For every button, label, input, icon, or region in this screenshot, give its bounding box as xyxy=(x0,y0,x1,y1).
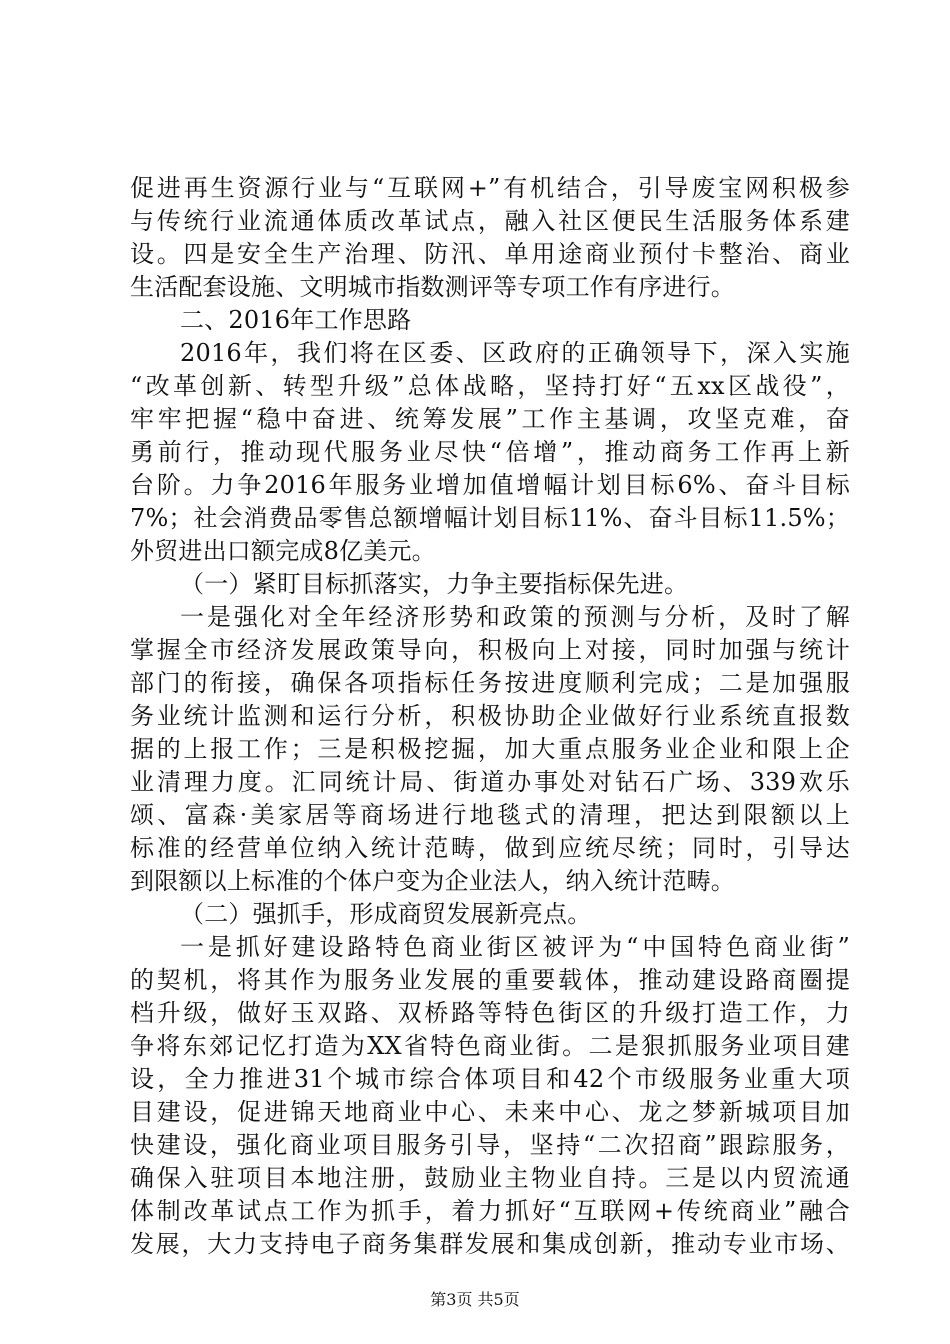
body-text-line: 7%；社会消费品零售总额增幅计划目标11%、奋斗目标11.5%； xyxy=(130,504,850,532)
subsection-heading: （一）紧盯目标抓落实，力争主要指标保先进。 xyxy=(180,570,689,598)
body-text-line: 2016年，我们将在区委、区政府的正确领导下，深入实施 xyxy=(180,339,850,367)
body-text-line: 促进再生资源行业与“互联网+”有机结合，引导废宝网积极参 xyxy=(130,174,850,202)
body-text-line: 争将东郊记忆打造为XX省特色商业街。二是狠抓服务业项目建 xyxy=(130,1032,850,1060)
body-text-line: 与传统行业流通体质改革试点，融入社区便民生活服务体系建 xyxy=(130,207,850,235)
subsection-heading: （二）强抓手，形成商贸发展新亮点。 xyxy=(180,900,592,928)
body-text-line: 颂、富森·美家居等商场进行地毯式的清理，把达到限额以上 xyxy=(130,801,850,829)
body-text-line: 发展，大力支持电子商务集群发展和集成创新，推动专业市场、 xyxy=(130,1230,850,1258)
body-text-line: 外贸进出口额完成8亿美元。 xyxy=(130,537,436,565)
body-text-line: 标准的经营单位纳入统计范畴，做到应统尽统；同时，引导达 xyxy=(130,834,850,862)
body-text-line: 一是抓好建设路特色商业街区被评为“中国特色商业街” xyxy=(180,933,850,961)
body-text-line: 的契机，将其作为服务业发展的重要载体，推动建设路商圈提 xyxy=(130,966,850,994)
body-text-line: 掌握全市经济发展政策导向，积极向上对接，同时加强与统计 xyxy=(130,636,850,664)
body-text-line: 勇前行，推动现代服务业尽快“倍增”，推动商务工作再上新 xyxy=(130,438,850,466)
body-text-line: 一是强化对全年经济形势和政策的预测与分析，及时了解 xyxy=(180,603,850,631)
body-text-line: 目建设，促进锦天地商业中心、未来中心、龙之梦新城项目加 xyxy=(130,1098,850,1126)
section-heading: 二、2016年工作思路 xyxy=(180,306,412,334)
page-footer: 第3页 共5页 xyxy=(430,1290,520,1309)
body-text-line: 生活配套设施、文明城市指数测评等专项工作有序进行。 xyxy=(130,273,735,301)
body-text-line: 设，全力推进31个城市综合体项目和42个市级服务业重大项 xyxy=(130,1065,850,1093)
body-text-line: “改革创新、转型升级”总体战略，坚持打好“五xx区战役”， xyxy=(130,372,850,400)
body-text-line: 到限额以上标准的个体户变为企业法人，纳入统计范畴。 xyxy=(130,867,735,895)
body-text-line: 体制改革试点工作为抓手，着力抓好“互联网+传统商业”融合 xyxy=(130,1197,850,1225)
body-text-line: 设。四是安全生产治理、防汛、单用途商业预付卡整治、商业 xyxy=(130,240,850,268)
body-text-line: 牢牢把握“稳中奋进、统筹发展”工作主基调，攻坚克难，奋 xyxy=(130,405,850,433)
body-text-line: 确保入驻项目本地注册，鼓励业主物业自持。三是以内贸流通 xyxy=(130,1164,850,1192)
body-text-line: 台阶。力争2016年服务业增加值增幅计划目标6%、奋斗目标 xyxy=(130,471,850,499)
body-text-line: 业清理力度。汇同统计局、街道办事处对钻石广场、339欢乐 xyxy=(130,768,850,796)
body-text-line: 快建设，强化商业项目服务引导，坚持“二次招商”跟踪服务， xyxy=(130,1131,850,1159)
body-text-line: 据的上报工作；三是积极挖掘，加大重点服务业企业和限上企 xyxy=(130,735,850,763)
body-text-line: 务业统计监测和运行分析，积极协助企业做好行业系统直报数 xyxy=(130,702,850,730)
body-text-line: 档升级，做好玉双路、双桥路等特色街区的升级打造工作，力 xyxy=(130,999,850,1027)
body-text-line: 部门的衔接，确保各项指标任务按进度顺利完成；二是加强服 xyxy=(130,669,850,697)
